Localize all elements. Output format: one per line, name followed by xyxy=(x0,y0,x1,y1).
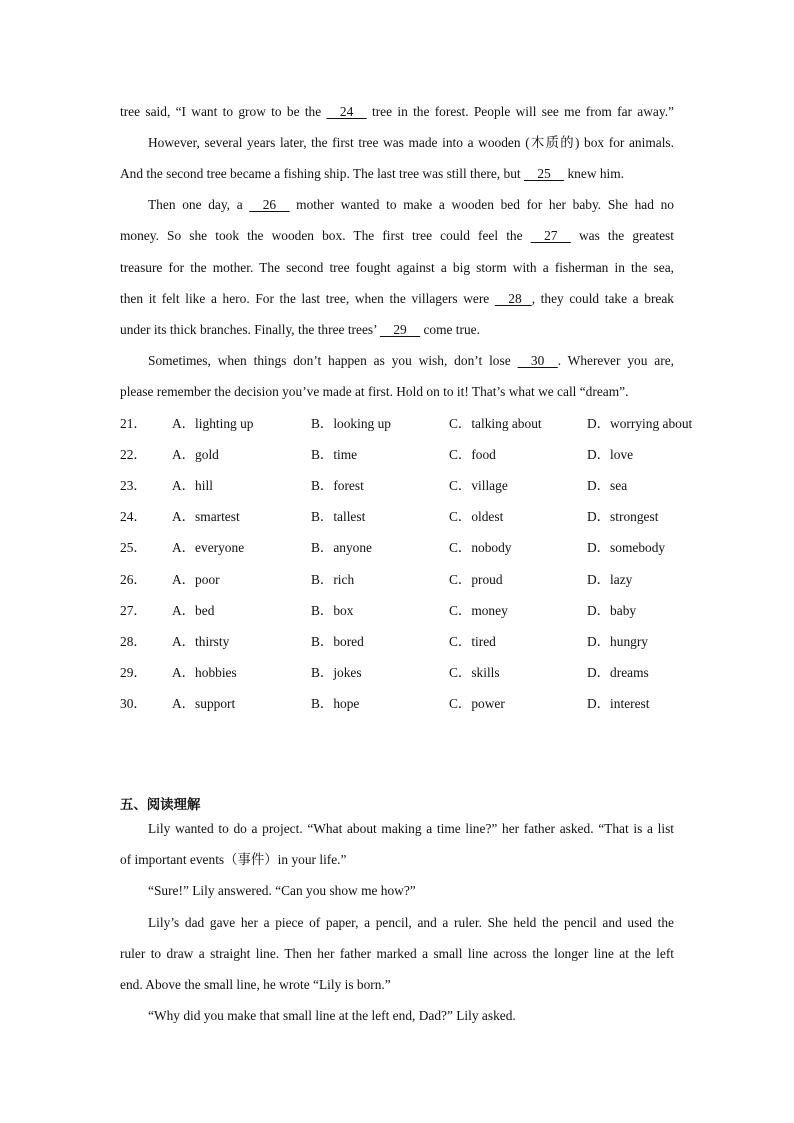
question-row xyxy=(120,477,680,495)
reading-line: “Why did you make that small line at the left end, Dad?” Lily asked. xyxy=(148,1008,516,1023)
blank-30: 30 xyxy=(517,353,558,368)
option-d[interactable]: D．worrying about xyxy=(587,416,693,431)
blank-28: 28 xyxy=(494,291,532,306)
question-number: 29． xyxy=(120,665,147,680)
option-d[interactable]: D．sea xyxy=(587,478,628,493)
option-c[interactable]: C．village xyxy=(449,478,508,493)
option-b[interactable]: B．rich xyxy=(311,572,355,587)
passage-line-6: treasure for the mother. The second tree fought against a big storm with a fisherman in the sea, xyxy=(120,260,674,275)
passage-line-8: under its thick branches. Finally, the three trees’ 29 come true. xyxy=(120,322,480,337)
option-a[interactable]: A．support xyxy=(172,696,236,711)
option-c[interactable]: C．skills xyxy=(449,665,500,680)
reading-line: “Sure!” Lily answered. “Can you show me how?” xyxy=(148,883,416,898)
option-c[interactable]: C．talking about xyxy=(449,416,542,431)
blank-26: 26 xyxy=(249,197,290,212)
question-number: 21． xyxy=(120,416,147,431)
passage-line-5: money. So she took the wooden box. The first tree could feel the 27 was the greatest xyxy=(120,228,674,243)
reading-line: Lily wanted to do a project. “What about making a time line?” her father asked. “That is a list xyxy=(148,821,674,836)
option-b[interactable]: B．jokes xyxy=(311,665,362,680)
option-a[interactable]: A．everyone xyxy=(172,540,245,555)
question-number: 30． xyxy=(120,696,147,711)
option-d[interactable]: D．lazy xyxy=(587,572,633,587)
reading-line: Lily’s dad gave her a piece of paper, a pencil, and a ruler. She held the pencil and used the xyxy=(148,915,674,930)
option-c[interactable]: C．power xyxy=(449,696,505,711)
option-a[interactable]: A．hobbies xyxy=(172,665,237,680)
blank-29: 29 xyxy=(379,322,421,337)
passage-line-9: Sometimes, when things don’t happen as you wish, don’t lose 30 . Wherever you are, xyxy=(148,353,674,368)
option-a[interactable]: A．thirsty xyxy=(172,634,230,649)
question-number: 27． xyxy=(120,603,147,618)
passage-line-2: However, several years later, the first tree was made into a wooden (木质的) box for animals. xyxy=(148,135,674,150)
option-d[interactable]: D．baby xyxy=(587,603,637,618)
passage-line-3: And the second tree became a fishing ship. The last tree was still there, but 25 knew him. xyxy=(120,166,625,181)
option-d[interactable]: D．strongest xyxy=(587,509,659,524)
question-row xyxy=(120,664,680,682)
passage-line-1: tree said, “I want to grow to be the 24 tree in the forest. People will see me from far away.” xyxy=(120,104,674,119)
option-a[interactable]: A．lighting up xyxy=(172,416,254,431)
question-number: 24． xyxy=(120,509,147,524)
question-row xyxy=(120,415,693,433)
option-d[interactable]: D．hungry xyxy=(587,634,648,649)
reading-line: ruler to draw a straight line. Then her father marked a small line across the longer line at the left xyxy=(120,946,674,961)
option-b[interactable]: B．time xyxy=(311,447,358,462)
question-row xyxy=(120,446,680,464)
blank-24: 24 xyxy=(326,104,367,119)
passage-line-10: please remember the decision you’ve made at first. Hold on to it! That’s what we call “dream”. xyxy=(120,384,629,399)
option-a[interactable]: A．poor xyxy=(172,572,220,587)
option-a[interactable]: A．bed xyxy=(172,603,215,618)
question-row xyxy=(120,571,680,589)
question-row xyxy=(120,602,680,620)
option-b[interactable]: B．anyone xyxy=(311,540,372,555)
passage-line-4: Then one day, a 26 mother wanted to make a wooden bed for her baby. She had no xyxy=(148,197,674,212)
option-d[interactable]: D．somebody xyxy=(587,540,666,555)
question-number: 23． xyxy=(120,478,147,493)
question-row xyxy=(120,539,680,557)
option-a[interactable]: A．smartest xyxy=(172,509,240,524)
blank-27: 27 xyxy=(530,228,571,243)
option-b[interactable]: B．bored xyxy=(311,634,364,649)
option-c[interactable]: C．oldest xyxy=(449,509,504,524)
option-d[interactable]: D．dreams xyxy=(587,665,649,680)
question-row xyxy=(120,508,680,526)
question-number: 25． xyxy=(120,540,147,555)
blank-25: 25 xyxy=(523,166,565,181)
section-title: 五、阅读理解 xyxy=(120,798,201,813)
reading-line: end. Above the small line, he wrote “Lily is born.” xyxy=(120,977,391,992)
option-d[interactable]: D．love xyxy=(587,447,634,462)
question-row xyxy=(120,633,680,651)
option-b[interactable]: B．looking up xyxy=(311,416,391,431)
reading-line: of important events（事件）in your life.” xyxy=(120,852,347,867)
option-b[interactable]: B．tallest xyxy=(311,509,366,524)
option-a[interactable]: A．hill xyxy=(172,478,213,493)
option-c[interactable]: C．nobody xyxy=(449,540,512,555)
option-b[interactable]: B．box xyxy=(311,603,354,618)
question-number: 22． xyxy=(120,447,147,462)
option-b[interactable]: B．forest xyxy=(311,478,364,493)
option-a[interactable]: A．gold xyxy=(172,447,219,462)
option-b[interactable]: B．hope xyxy=(311,696,360,711)
option-c[interactable]: C．food xyxy=(449,447,496,462)
question-number: 26． xyxy=(120,572,147,587)
option-c[interactable]: C．money xyxy=(449,603,508,618)
question-number: 28． xyxy=(120,634,147,649)
option-c[interactable]: C．tired xyxy=(449,634,496,649)
option-c[interactable]: C．proud xyxy=(449,572,503,587)
question-row xyxy=(120,695,680,713)
passage-line-7: then it felt like a hero. For the last tree, when the villagers were 28 , they could take a break xyxy=(120,291,674,306)
option-d[interactable]: D．interest xyxy=(587,696,650,711)
